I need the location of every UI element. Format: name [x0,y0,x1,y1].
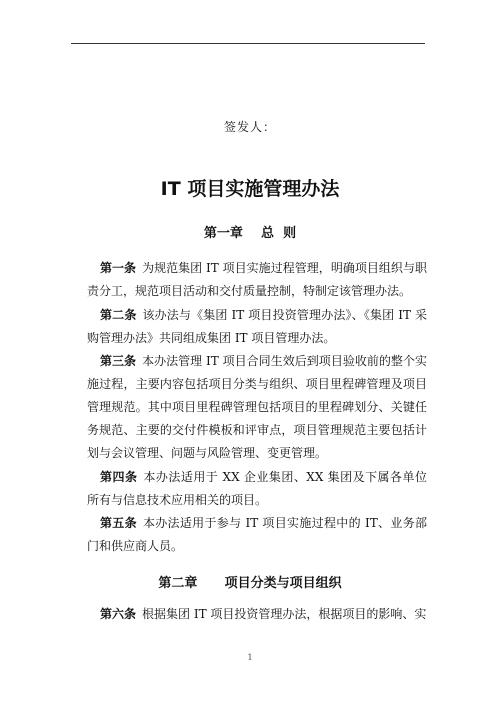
article-lead: 第四条 [100,470,138,484]
article-lead: 第五条 [100,516,137,530]
article-text: 本办法管理 IT 项目合同生效后到项目验收前的整个实施过程，主要内容包括项目分类与组织、项目里程碑管理及项目管理规范。其中项目里程碑管理包括项目的里程碑划分、关键任务规范、主要的交付件模板和评审点，项目管理规范主要包括计划与会议管理、问题与风险管理、变更管理。 [87,354,427,460]
article-4 [87,466,427,512]
article-3 [87,350,427,465]
chapter-heading-1: 第一章 总 则 [203,226,297,241]
article-text: 根据集团 IT 项目投资管理办法，根据项目的影响、实 [142,607,427,621]
article-6 [87,603,427,626]
document-title: IT 项目实施管理办法 [160,178,340,200]
header-rule [71,43,425,44]
article-2 [87,304,427,350]
article-1 [87,257,427,303]
article-text: 为规范集团 IT 项目实施过程管理，明确项目组织与职责分工，规范项目活动和交付质量控制，特制定该管理办法。 [87,261,427,298]
article-text: 本办法适用于 XX 企业集团、XX 集团及下属各单位所有与信息技术应用相关的项目。 [87,470,427,507]
chapter-heading-2: 第二章 项目分类与项目组织 [158,576,342,591]
article-5 [87,512,427,558]
page-number: 1 [247,653,253,662]
article-lead: 第二条 [100,308,137,322]
article-lead: 第三条 [100,354,137,368]
article-text: 本办法适用于参与 IT 项目实施过程中的 IT、业务部门和供应商人员。 [87,516,427,553]
signer-label: 签发人： [223,120,276,134]
article-lead: 第六条 [100,607,137,621]
article-lead: 第一条 [100,261,137,275]
article-text: 该办法与《集团 IT 项目投资管理办法》、《集团 IT 采购管理办法》共同组成集团 IT 项目管理办法。 [87,308,427,345]
